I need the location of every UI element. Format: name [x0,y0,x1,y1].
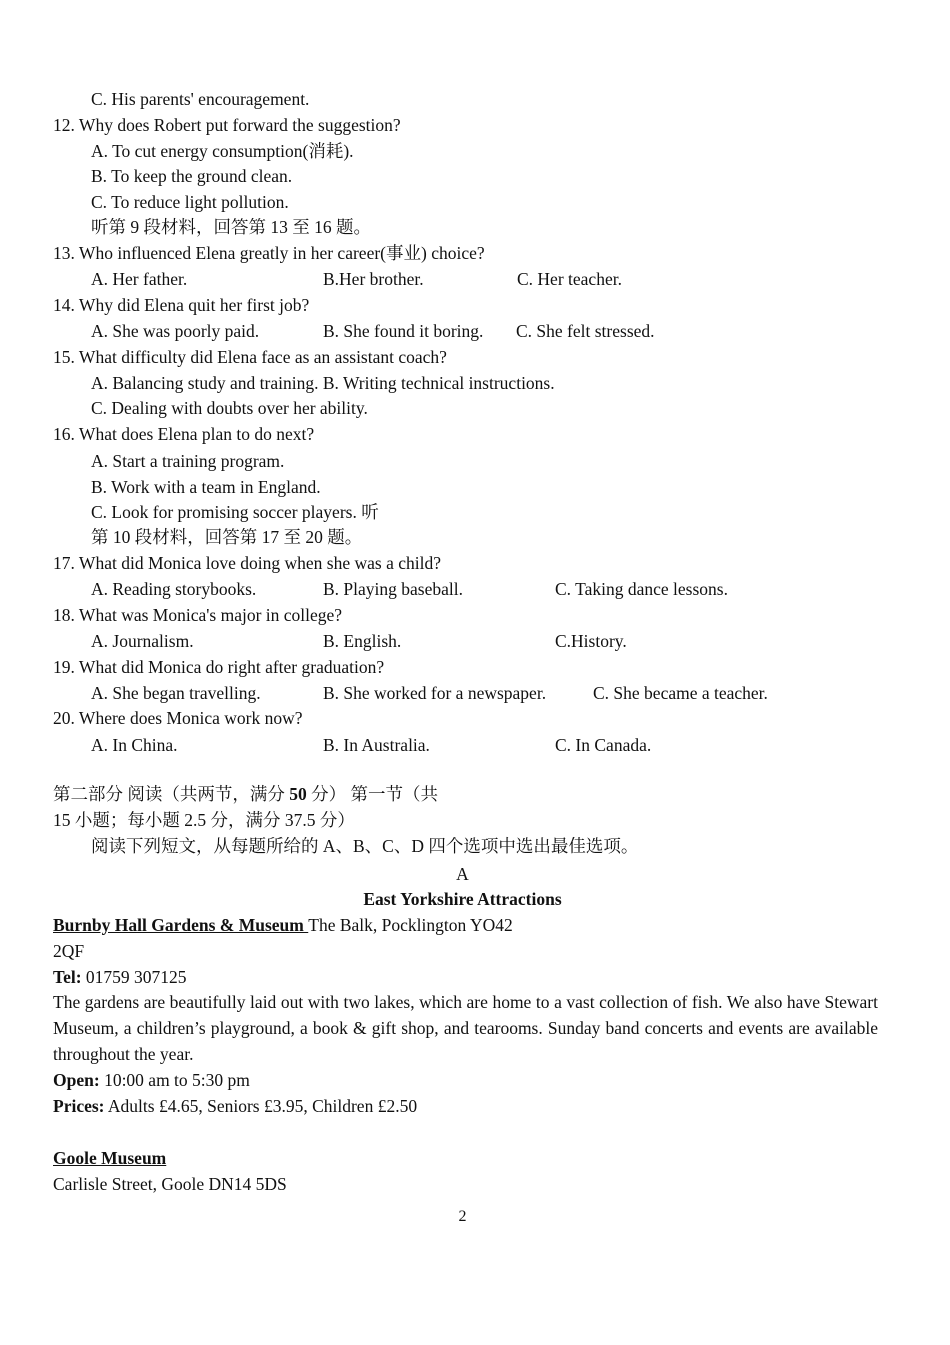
section10-instruction: 第 10 段材料，回答第 17 至 20 题。 [91,527,363,547]
q18-options [0,630,950,652]
q14-option-a: A. She was poorly paid. [91,321,260,341]
q16-option-b: B. Work with a team in England. [91,477,321,497]
burnby-open [53,1069,250,1091]
q17-option-c: C. Taking dance lessons. [555,579,728,599]
q15-option-c: C. Dealing with doubts over her ability. [91,398,368,418]
q20-options [0,734,950,756]
open-label: Open: [53,1070,100,1090]
q11-option-c: C. His parents' encouragement. [91,89,310,109]
section9-instruction: 听第 9 段材料，回答第 13 至 16 题。 [91,217,371,237]
reading-part-subheading: 15 小题；每小题 2.5 分，满分 37.5 分） [53,810,355,830]
prices-label: Prices: [53,1096,105,1116]
part-heading-score: 50 [289,784,307,804]
goole-address: Carlisle Street, Goole DN14 5DS [53,1174,287,1194]
burnby-header [53,914,513,936]
q17-options [0,578,950,600]
burnby-name: Burnby Hall Gardens & Museum [53,915,309,935]
q19-question: 19. What did Monica do right after graduation? [53,657,385,677]
reading-instruction: 阅读下列短文，从每题所给的 A、B、C、D 四个选项中选出最佳选项。 [91,836,639,856]
open-hours: 10:00 am to 5:30 pm [99,1070,250,1090]
tel-label: Tel: [53,967,82,987]
passage-title: East Yorkshire Attractions [363,889,562,909]
q12-question: 12. Why does Robert put forward the suggestion? [53,115,401,135]
q14-options [0,320,950,342]
burnby-description: The gardens are beautifully laid out with two lakes, which are home to a vast collection of fish. We also have Stewart Museum, a children’s playground, a book & gift shop, and tearooms. Sunday band concerts and events are available throughout the year. [53,992,878,1064]
part-heading-section: 分） 第一节（共 [306,784,438,804]
goole-name: Goole Museum [53,1148,167,1168]
q18-option-c: C.History. [555,631,627,651]
q12-option-a: A. To cut energy consumption(消耗). [91,141,354,161]
q20-option-c: C. In Canada. [555,735,652,755]
q14-option-c: C. She felt stressed. [516,321,655,341]
q12-option-c: C. To reduce light pollution. [91,192,289,212]
part-heading-text: 第二部分 阅读（共两节，满分 [53,784,290,804]
q16-option-a: A. Start a training program. [91,451,285,471]
q19-option-b: B. She worked for a newspaper. [323,683,547,703]
q18-option-b: B. English. [323,631,402,651]
q16-question: 16. What does Elena plan to do next? [53,424,315,444]
burnby-address: The Balk, Pocklington YO42 [308,915,513,935]
reading-part-heading [53,783,438,805]
q20-option-a: A. In China. [91,735,178,755]
q19-option-c: C. She became a teacher. [593,683,768,703]
q20-option-b: B. In Australia. [323,735,430,755]
burnby-prices [53,1095,417,1117]
passage-letter: A [456,864,469,884]
page-number: 2 [458,1208,467,1225]
burnby-tel [53,966,187,988]
q18-question: 18. What was Monica's major in college? [53,605,343,625]
q17-question: 17. What did Monica love doing when she was a child? [53,553,441,573]
q14-option-b: B. She found it boring. [323,321,484,341]
q18-option-a: A. Journalism. [91,631,194,651]
q20-question: 20. Where does Monica work now? [53,708,303,728]
q15-options-ab: A. Balancing study and training. B. Writing technical instructions. [91,373,555,393]
q14-question: 14. Why did Elena quit her first job? [53,295,310,315]
q15-question: 15. What difficulty did Elena face as an assistant coach? [53,347,447,367]
q19-options [0,682,950,704]
q16-option-c: C. Look for promising soccer players. 听 [91,502,379,522]
q13-options [0,268,950,290]
q17-option-a: A. Reading storybooks. [91,579,257,599]
q13-option-b: B.Her brother. [323,269,424,289]
q19-option-a: A. She began travelling. [91,683,261,703]
prices-values: Adults £4.65, Seniors £3.95, Children £2.50 [104,1096,418,1116]
q12-option-b: B. To keep the ground clean. [91,166,293,186]
q13-question: 13. Who influenced Elena greatly in her career(事业) choice? [53,243,485,263]
tel-number: 01759 307125 [81,967,187,987]
q17-option-b: B. Playing baseball. [323,579,463,599]
q13-option-a: A. Her father. [91,269,188,289]
q13-option-c: C. Her teacher. [517,269,622,289]
burnby-postcode: 2QF [53,941,85,961]
